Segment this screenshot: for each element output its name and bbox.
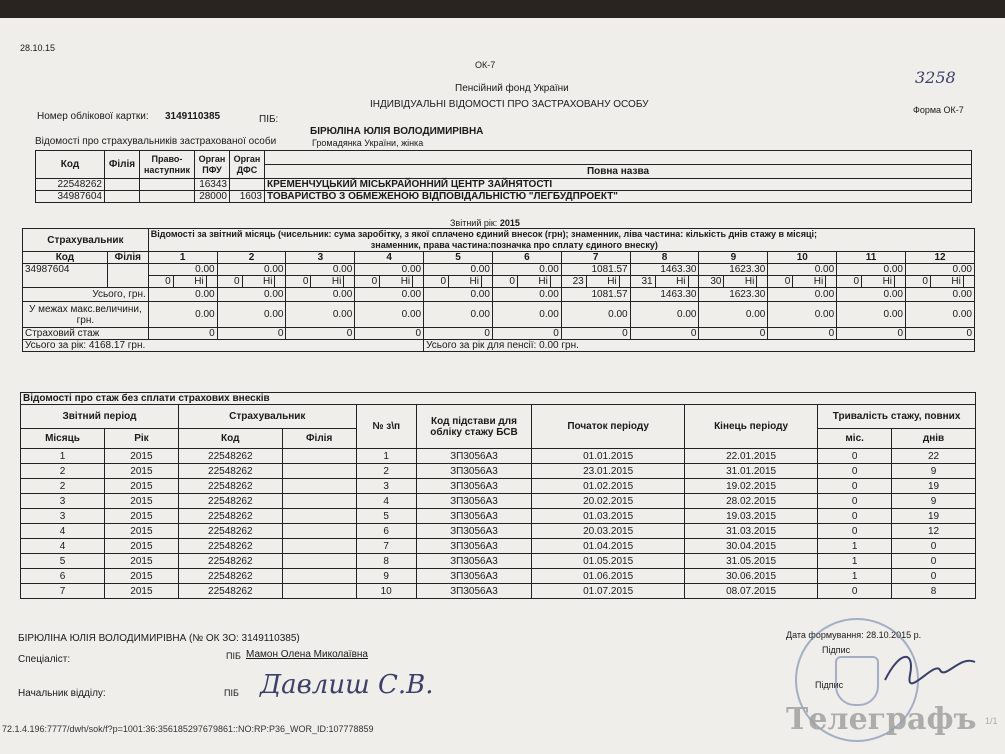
nostazh-cell: 20.02.2015 [532, 494, 685, 509]
month-max: 0.00 [837, 302, 906, 328]
insurer-dfs [230, 179, 265, 191]
table-row [21, 464, 976, 479]
total-label: Усього, грн. [23, 288, 149, 302]
nostazh-cell: 30.06.2015 [685, 569, 818, 584]
month-max: 0.00 [424, 302, 493, 328]
nostazh-cell: 23.01.2015 [532, 464, 685, 479]
nostazh-cell: 28.02.2015 [685, 494, 818, 509]
nostazh-cell: 01.03.2015 [532, 509, 685, 524]
nostazh-cell: 5 [356, 509, 416, 524]
nostazh-cell: 1 [818, 554, 892, 569]
month-days: 23 [561, 276, 586, 288]
month-mark: Ні [862, 276, 895, 288]
th-pfu: Орган ПФУ [195, 151, 230, 179]
nostazh-cell: 2015 [104, 449, 178, 464]
nostazh-cell: 0 [818, 494, 892, 509]
nostazh-cell: 4 [21, 524, 105, 539]
month-mark: Ні [380, 276, 413, 288]
month-max: 0.00 [561, 302, 630, 328]
table-row [21, 539, 976, 554]
month-days: 0 [424, 276, 449, 288]
insurer-name: КРЕМЕНЧУЦЬКИЙ МІСЬКРАЙОННИЙ ЦЕНТР ЗАЙНЯТОСТІ [265, 179, 972, 191]
pib-small-2: ПІБ [224, 688, 239, 698]
month-stazh: 0 [561, 328, 630, 340]
nostazh-cell [282, 524, 356, 539]
nostazh-cell [282, 464, 356, 479]
th-insurer: Страхувальник [23, 229, 149, 252]
nostazh-cell: ЗП3056А3 [416, 494, 532, 509]
nostazh-cell: 4 [21, 539, 105, 554]
nostazh-cell: ЗП3056А3 [416, 569, 532, 584]
month-stazh: 0 [217, 328, 286, 340]
month-mark: Ні [242, 276, 275, 288]
nostazh-cell [282, 479, 356, 494]
insurer-pfu: 28000 [195, 191, 230, 203]
month-stazh: 0 [286, 328, 355, 340]
nostazh-cell: 1 [818, 569, 892, 584]
nostazh-cell: 20.03.2015 [532, 524, 685, 539]
nostazh-cell: 2015 [104, 524, 178, 539]
table-row [21, 449, 976, 464]
table-row [21, 479, 976, 494]
monthly-insurer-code: 34987604 [23, 264, 108, 288]
nostazh-cell: ЗП3056А3 [416, 449, 532, 464]
pib-small: ПІБ [226, 651, 241, 661]
month-total: 0.00 [148, 288, 217, 302]
th-period: Звітний період [21, 405, 179, 429]
month-total: 0.00 [286, 288, 355, 302]
month-days: 0 [492, 276, 517, 288]
nostazh-cell: 2015 [104, 494, 178, 509]
table-row [21, 494, 976, 509]
month-amount: 0.00 [286, 264, 355, 276]
stazh-label: Страховий стаж [23, 328, 149, 340]
month-stazh: 0 [699, 328, 768, 340]
max-label: У межах макс.величини, грн. [23, 302, 149, 328]
month-mark: Ні [793, 276, 826, 288]
year-label: Звітний рік: 2015 [450, 218, 520, 228]
document-page [0, 18, 1005, 754]
month-days: 30 [699, 276, 724, 288]
nostazh-cell: 19.02.2015 [685, 479, 818, 494]
nostazh-cell [282, 539, 356, 554]
citizenship: Громадянка України, жінка [312, 138, 424, 148]
th-insurer: Страхувальник [178, 405, 356, 429]
month-header-6: 6 [492, 252, 561, 264]
month-mark: Ні [724, 276, 757, 288]
nostazh-cell: 2015 [104, 584, 178, 599]
insurer-branch [105, 191, 140, 203]
month-max: 0.00 [148, 302, 217, 328]
signature-scribble [880, 640, 980, 700]
nostazh-cell: 0 [892, 569, 976, 584]
nostazh-cell: 2015 [104, 464, 178, 479]
nostazh-cell: 22548262 [178, 479, 282, 494]
nostazh-cell: 01.07.2015 [532, 584, 685, 599]
nostazh-cell: 22.01.2015 [685, 449, 818, 464]
insurer-code: 34987604 [36, 191, 105, 203]
month-max: 0.00 [906, 302, 975, 328]
table-row [21, 584, 976, 599]
month-total: 1623.30 [699, 288, 768, 302]
month-max: 0.00 [355, 302, 424, 328]
nostazh-cell [282, 584, 356, 599]
nostazh-cell: ЗП3056А3 [416, 554, 532, 569]
month-amount: 0.00 [424, 264, 493, 276]
nostazh-cell: 5 [21, 554, 105, 569]
month-max: 0.00 [630, 302, 699, 328]
nostazh-cell: 01.02.2015 [532, 479, 685, 494]
nostazh-cell: ЗП3056А3 [416, 524, 532, 539]
th-end: Кінець періоду [685, 405, 818, 449]
nostazh-cell [282, 554, 356, 569]
th-dniv: днів [892, 429, 976, 449]
nostazh-cell: 6 [356, 524, 416, 539]
month-total: 0.00 [424, 288, 493, 302]
nostazh-cell: 30.04.2015 [685, 539, 818, 554]
pib-label: ПІБ: [259, 114, 279, 125]
nostazh-cell: ЗП3056А3 [416, 464, 532, 479]
th-mis: міс. [818, 429, 892, 449]
nostazh-cell: 0 [818, 464, 892, 479]
th-monthly-desc: Відомості за звітний місяць (чисельник: сума заробітку, з якої сплачено єдиний внесок (грн); знаменник, ліва частина: кількість днів стажу в місяці; знаменник, права частина:позначка про сплату єдиного внеску) [148, 229, 974, 252]
nostazh-cell: 2015 [104, 569, 178, 584]
nostazh-table [20, 392, 976, 599]
nostazh-cell: 10 [356, 584, 416, 599]
nostazh-cell: 19 [892, 509, 976, 524]
form-code-top: ОК-7 [475, 60, 496, 70]
trident-icon [835, 656, 879, 706]
month-mark: Ні [655, 276, 688, 288]
month-amount: 0.00 [148, 264, 217, 276]
nostazh-cell: 0 [818, 509, 892, 524]
nostazh-cell: 2015 [104, 509, 178, 524]
nostazh-cell: 6 [21, 569, 105, 584]
nostazh-cell: 12 [892, 524, 976, 539]
month-header-5: 5 [424, 252, 493, 264]
month-days: 0 [355, 276, 380, 288]
nostazh-cell: 22548262 [178, 449, 282, 464]
document-title: ІНДИВІДУАЛЬНІ ВІДОМОСТІ ПРО ЗАСТРАХОВАНУ ОСОБУ [370, 99, 649, 110]
podpys-2: Підпис [815, 680, 844, 690]
table-row [21, 509, 976, 524]
watermark: Телеграфъ [786, 702, 977, 737]
month-mark: Ні [517, 276, 550, 288]
month-mark: Ні [173, 276, 206, 288]
month-max: 0.00 [699, 302, 768, 328]
th-dfs: Орган ДФС [230, 151, 265, 179]
person-line: БІРЮЛІНА ЮЛІЯ ВОЛОДИМИРІВНА (№ ОК ЗО: 3149110385) [18, 633, 300, 644]
card-number: 3149110385 [165, 111, 221, 122]
nostazh-cell: ЗП3056А3 [416, 584, 532, 599]
nostazh-cell: 9 [892, 464, 976, 479]
month-stazh: 0 [906, 328, 975, 340]
month-amount: 0.00 [768, 264, 837, 276]
nostazh-cell: 31.03.2015 [685, 524, 818, 539]
nostazh-cell: 19.03.2015 [685, 509, 818, 524]
nostazh-cell: 22548262 [178, 524, 282, 539]
nostazh-cell: 22548262 [178, 539, 282, 554]
nostazh-cell: 22548262 [178, 554, 282, 569]
insurers-caption: Відомості про страхувальників застрахованої особи [35, 136, 277, 147]
nostazh-cell: 2 [356, 464, 416, 479]
th-duration: Тривалість стажу, повних [818, 405, 976, 429]
nostazh-cell: 0 [818, 524, 892, 539]
nostazh-cell: 01.01.2015 [532, 449, 685, 464]
year-total: Усього за рік: 4168.17 грн. [23, 340, 424, 352]
nostazh-cell: 8 [892, 584, 976, 599]
month-max: 0.00 [286, 302, 355, 328]
nostazh-cell: 22548262 [178, 569, 282, 584]
month-stazh: 0 [355, 328, 424, 340]
year-pension-total: Усього за рік для пенсії: 0.00 грн. [424, 340, 975, 352]
nostazh-cell: 22548262 [178, 494, 282, 509]
nostazh-cell: 22548262 [178, 464, 282, 479]
table-row [21, 554, 976, 569]
nostazh-cell [282, 509, 356, 524]
org-name: Пенсійний фонд України [455, 83, 569, 94]
insurer-successor [140, 191, 195, 203]
month-stazh: 0 [424, 328, 493, 340]
nostazh-cell: 01.06.2015 [532, 569, 685, 584]
table-row [21, 569, 976, 584]
person-name: БІРЮЛІНА ЮЛІЯ ВОЛОДИМИРІВНА [310, 126, 484, 137]
th-code: Код [36, 151, 105, 179]
nostazh-cell: ЗП3056А3 [416, 509, 532, 524]
specialist-name: Мамон Олена Миколаївна [246, 649, 368, 660]
insurer-pfu: 16343 [195, 179, 230, 191]
month-mark: Ні [930, 276, 963, 288]
nostazh-cell: 2015 [104, 554, 178, 569]
month-amount: 1081.57 [561, 264, 630, 276]
th-code: Код [178, 429, 282, 449]
nostazh-cell: 08.07.2015 [685, 584, 818, 599]
month-total: 1463.30 [630, 288, 699, 302]
month-max: 0.00 [492, 302, 561, 328]
head-label: Начальник відділу: [18, 688, 106, 699]
nostazh-cell: 1 [21, 449, 105, 464]
nostazh-cell: 22548262 [178, 584, 282, 599]
th-num: № з\п [356, 405, 416, 449]
insurer-branch [105, 179, 140, 191]
month-stazh: 0 [492, 328, 561, 340]
nostazh-cell: 2015 [104, 539, 178, 554]
nostazh-cell: 2015 [104, 479, 178, 494]
form-label: Форма ОК-7 [913, 105, 964, 115]
nostazh-cell: 01.04.2015 [532, 539, 685, 554]
month-total: 0.00 [906, 288, 975, 302]
nostazh-caption: Відомості про стаж без сплати страхових внесків [21, 393, 976, 405]
month-max: 0.00 [768, 302, 837, 328]
nostazh-cell: 7 [21, 584, 105, 599]
month-days: 31 [630, 276, 655, 288]
nostazh-cell: 2 [21, 464, 105, 479]
month-amount: 0.00 [492, 264, 561, 276]
nostazh-cell: 3 [356, 479, 416, 494]
nostazh-cell: 7 [356, 539, 416, 554]
month-amount: 0.00 [217, 264, 286, 276]
month-total: 0.00 [768, 288, 837, 302]
nostazh-cell: 31.05.2015 [685, 554, 818, 569]
nostazh-cell: 0 [818, 479, 892, 494]
th-branch: Філія [105, 151, 140, 179]
month-amount: 0.00 [355, 264, 424, 276]
nostazh-cell: 9 [892, 494, 976, 509]
month-total: 0.00 [355, 288, 424, 302]
nostazh-cell: 01.05.2015 [532, 554, 685, 569]
month-stazh: 0 [837, 328, 906, 340]
nostazh-cell: 1 [818, 539, 892, 554]
insurer-dfs: 1603 [230, 191, 265, 203]
month-days: 0 [837, 276, 862, 288]
nostazh-cell: 4 [356, 494, 416, 509]
month-header-7: 7 [561, 252, 630, 264]
insurer-code: 22548262 [36, 179, 105, 191]
card-label: Номер облікової картки: [37, 111, 149, 122]
month-header-4: 4 [355, 252, 424, 264]
month-stazh: 0 [768, 328, 837, 340]
nostazh-cell: 0 [818, 449, 892, 464]
nostazh-cell: 1 [356, 449, 416, 464]
nostazh-cell: 3 [21, 494, 105, 509]
head-signature: Давлиш С.В. [260, 670, 434, 700]
nostazh-cell: 0 [818, 584, 892, 599]
month-days: 0 [906, 276, 931, 288]
th-branch: Філія [282, 429, 356, 449]
month-header-1: 1 [148, 252, 217, 264]
th-code: Код [23, 252, 108, 264]
page-num: 1/1 [985, 716, 998, 726]
nostazh-cell: 9 [356, 569, 416, 584]
month-stazh: 0 [148, 328, 217, 340]
month-stazh: 0 [630, 328, 699, 340]
month-amount: 1463.30 [630, 264, 699, 276]
podpys-1: Підпис [822, 645, 851, 655]
month-max: 0.00 [217, 302, 286, 328]
nostazh-cell: 19 [892, 479, 976, 494]
date-line: Дата формування: 28.10.2015 р. [786, 630, 922, 640]
month-days: 0 [768, 276, 793, 288]
nostazh-cell: 8 [356, 554, 416, 569]
month-header-8: 8 [630, 252, 699, 264]
th-year: Рік [104, 429, 178, 449]
th-start: Початок періоду [532, 405, 685, 449]
month-header-12: 12 [906, 252, 975, 264]
month-header-2: 2 [217, 252, 286, 264]
specialist-label: Спеціаліст: [18, 654, 71, 665]
month-mark: Ні [311, 276, 344, 288]
nostazh-cell: 2 [21, 479, 105, 494]
th-full-name: Повна назва [265, 165, 972, 179]
month-days: 0 [217, 276, 242, 288]
print-date: 28.10.15 [20, 43, 56, 53]
insurers-table [35, 150, 972, 203]
table-row [36, 179, 972, 191]
th-basis: Код підстави для обліку стажу БСВ [416, 405, 532, 449]
nostazh-cell: ЗП3056А3 [416, 539, 532, 554]
table-row [21, 524, 976, 539]
nostazh-cell: 3 [21, 509, 105, 524]
insurer-name: ТОВАРИСТВО З ОБМЕЖЕНОЮ ВІДПОВІДАЛЬНІСТЮ "ЛЕГБУДПРОЕКТ" [265, 191, 972, 203]
th-month: Місяць [21, 429, 105, 449]
handwritten-number: 3258 [915, 68, 956, 87]
nostazh-cell: 0 [892, 554, 976, 569]
th-successor: Право-наступник [140, 151, 195, 179]
nostazh-cell: 31.01.2015 [685, 464, 818, 479]
month-amount: 0.00 [837, 264, 906, 276]
month-header-3: 3 [286, 252, 355, 264]
monthly-table [22, 228, 975, 352]
month-days: 0 [286, 276, 311, 288]
month-total: 1081.57 [561, 288, 630, 302]
month-header-11: 11 [837, 252, 906, 264]
month-mark: Ні [449, 276, 482, 288]
table-row [36, 191, 972, 203]
nostazh-cell [282, 494, 356, 509]
month-amount: 1623.30 [699, 264, 768, 276]
month-total: 0.00 [837, 288, 906, 302]
month-total: 0.00 [492, 288, 561, 302]
nostazh-cell [282, 569, 356, 584]
month-amount: 0.00 [906, 264, 975, 276]
url-line: 72.1.4.196:7777/dwh/sok/f?p=1001:36:356185297679861::NO:RP:P36_WOR_ID:107778859 [2, 724, 374, 734]
th-branch: Філія [107, 252, 148, 264]
month-header-9: 9 [699, 252, 768, 264]
month-header-10: 10 [768, 252, 837, 264]
insurer-successor [140, 179, 195, 191]
nostazh-cell: ЗП3056А3 [416, 479, 532, 494]
nostazh-cell: 22548262 [178, 509, 282, 524]
month-total: 0.00 [217, 288, 286, 302]
month-mark: Ні [586, 276, 619, 288]
nostazh-cell: 22 [892, 449, 976, 464]
nostazh-cell: 0 [892, 539, 976, 554]
month-days: 0 [148, 276, 173, 288]
nostazh-cell [282, 449, 356, 464]
